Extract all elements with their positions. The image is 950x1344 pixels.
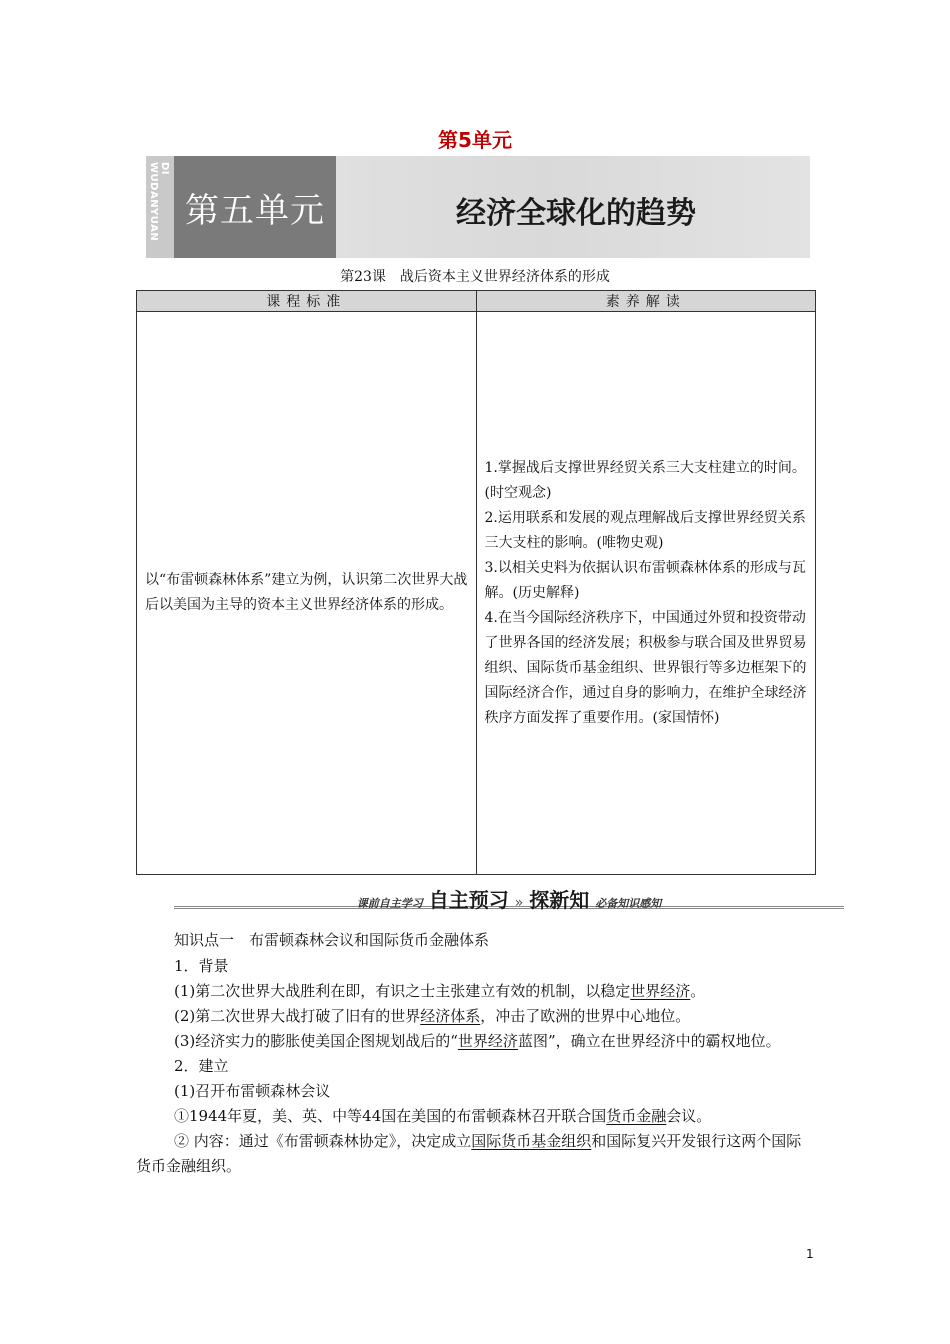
background-point-2: (2)第二次世界大战打破了旧有的世界经济体系，冲击了欧洲的世界中心地位。: [174, 1007, 691, 1025]
standards-table: [136, 290, 816, 875]
header-curriculum-standard: 课程标准: [137, 291, 477, 312]
literacy-item: 1.掌握战后支撑世界经贸关系三大支柱建立的时间。(时空观念): [484, 459, 806, 501]
knowledge-heading: 知识点一 布雷顿森林会议和国际货币金融体系: [174, 931, 490, 949]
background-point-3: (3)经济实力的膨胀使美国企图规划战后的“世界经济蓝图”，确立在世界经济中的霸权地位。: [174, 1032, 781, 1050]
double-chevron-icon: »: [514, 895, 524, 911]
curriculum-standard-cell: [137, 312, 477, 875]
knowledge-section: [136, 928, 816, 1179]
establishment-item-2: ② 内容：通过《布雷顿森林协定》，决定成立国际货币基金组织和国际复兴开发银行这两个国际货币金融组织。: [136, 1132, 802, 1175]
establishment-sub-1: (1)召开布雷顿森林会议: [174, 1082, 331, 1100]
lesson-title: 第23课 战后资本主义世界经济体系的形成: [340, 269, 610, 285]
banner-unit-box: [174, 156, 336, 258]
page-number: 1: [806, 1247, 814, 1261]
banner-unit-theme: 经济全球化的趋势: [456, 196, 696, 231]
literacy-item: 2.运用联系和发展的观点理解战后支撑世界经贸关系三大支柱的影响。(唯物史观): [484, 509, 806, 551]
literacy-item: 3.以相关史料为依据认识布雷顿森林体系的形成与瓦解。(历史解释): [484, 559, 806, 601]
header-literacy-interpretation: 素养解读: [476, 291, 816, 312]
blank-answer: 世界经济: [630, 982, 691, 1000]
establishment-label: 2．建立: [174, 1057, 229, 1075]
background-point-1: (1)第二次世界大战胜利在即，有识之士主张建立有效的机制，以稳定世界经济。: [174, 982, 706, 1000]
literacy-item: 4.在当今国际经济秩序下，中国通过外贸和投资带动了世界各国的经济发展；积极参与联合国及世界贸易组织、国际货币基金组织、世界银行等多边框架下的国际经济合作，通过自身的影响力，在维护全球经济秩序方面发挥了重要作用。(家国情怀): [484, 609, 807, 726]
curriculum-standard-text: 以“布雷顿森林体系”建立为例，认识第二次世界大战后以美国为主导的资本主义世界经济体系的形成。: [145, 572, 468, 613]
banner-unit-label: 第五单元: [185, 190, 325, 231]
divider-left-text: 课前自主学习: [356, 897, 423, 910]
divider-title-1: 自主预习: [428, 888, 509, 912]
divider-title-2: 探新知: [529, 888, 590, 912]
blank-answer: 货币金融: [606, 1107, 667, 1125]
unit-title: 第5单元: [438, 128, 512, 152]
background-label: 1．背景: [174, 957, 229, 975]
unit-banner: [146, 156, 810, 258]
blank-answer: 国际货币基金组织: [471, 1132, 592, 1150]
literacy-cell: [476, 312, 816, 875]
divider-right-text: 必备知识感知: [595, 897, 662, 910]
blank-answer: 世界经济: [457, 1032, 518, 1050]
banner-vertical-text: DI WUDANYUAN: [148, 162, 170, 242]
blank-answer: 经济体系: [420, 1007, 481, 1025]
section-divider: [174, 884, 844, 910]
establishment-item-1: ①1944年夏，美、英、中等44国在美国的布雷顿森林召开联合国货币金融会议。: [174, 1107, 712, 1125]
